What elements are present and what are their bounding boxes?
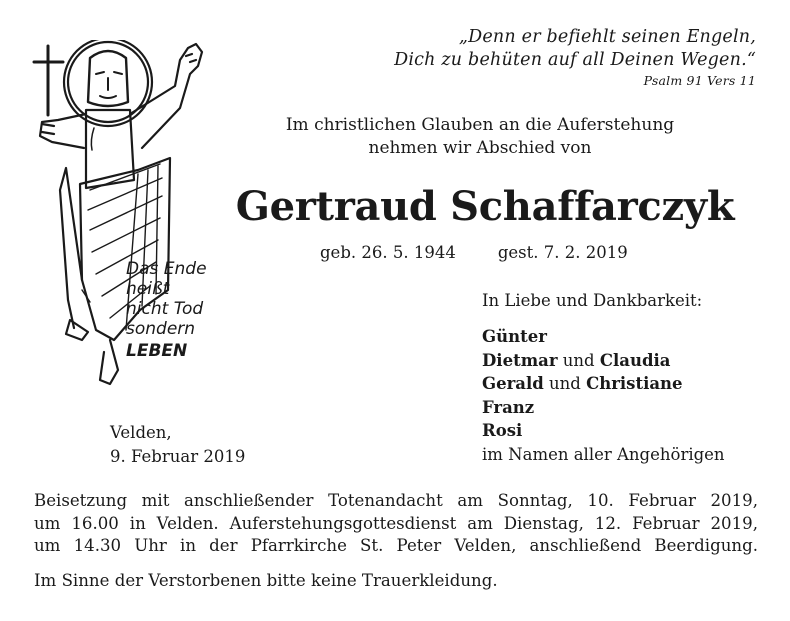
caption-line: sondern [126, 319, 196, 339]
connector-text: und [543, 374, 587, 393]
mourner-row [482, 349, 725, 373]
mourner-name: Claudia [599, 350, 671, 370]
funeral-line: um 14.30 Uhr in der Pfarrkirche St. Peter Velden, anschließend Beerdigung. [34, 536, 758, 555]
life-dates [320, 242, 628, 264]
death-date: gest. 7. 2. 2019 [497, 243, 628, 262]
mourner-name: Christiane [586, 374, 683, 393]
mourners-closing: im Namen aller Angehörigen [482, 444, 725, 464]
funeral-line: Beisetzung mit anschließender Totenandacht am Sonntag, 10. Februar 2019, [34, 491, 758, 510]
mourner-row [482, 372, 725, 396]
mourner-row [482, 325, 725, 349]
funeral-line: um 16.00 in Velden. Auferstehungsgottesdienst am Dienstag, 12. Februar 2019, [34, 513, 758, 533]
mourner-name: Franz [482, 397, 535, 417]
mourners-list [482, 325, 725, 466]
intro-text [230, 114, 730, 160]
notice-date: 9. Februar 2019 [110, 446, 246, 466]
connector-text: und [557, 350, 600, 370]
place: Velden, [110, 423, 172, 442]
mourner-row [482, 419, 725, 443]
quote-line: Dich zu behüten auf all Deinen Wegen.“ [394, 50, 756, 70]
mourners-heading: In Liebe und Dankbarkeit: [482, 291, 703, 310]
resurrection-illustration [30, 40, 215, 394]
mourner-name: Günter [482, 327, 547, 346]
caption-line: Das Ende [126, 259, 207, 279]
intro-line: Im christlichen Glauben an die Auferstehung [285, 115, 675, 135]
birth-date: geb. 26. 5. 1944 [320, 243, 456, 262]
resurrected-christ-with-cross-icon [30, 40, 215, 390]
funeral-details [34, 490, 758, 558]
place-date [110, 421, 245, 468]
mourner-name: Gerald [482, 374, 544, 393]
intro-line: nehmen wir Abschied von [368, 138, 592, 158]
bible-quote [300, 26, 756, 90]
mourner-row [482, 396, 725, 420]
caption-line: nicht Tod [126, 299, 204, 319]
mourner-name: Rosi [482, 421, 523, 440]
caption-line: heißt [126, 279, 170, 299]
quote-line: „Denn er befiehlt seinen Engeln, [458, 27, 756, 47]
mourner-name: Dietmar [482, 350, 558, 370]
deceased-name: Gertraud Schaffarczyk [235, 183, 735, 230]
caption-line: LEBEN [126, 341, 188, 361]
quote-source: Psalm 91 Vers 11 [643, 73, 756, 88]
dress-note: Im Sinne der Verstorbenen bitte keine Trauerkleidung. [34, 571, 498, 590]
